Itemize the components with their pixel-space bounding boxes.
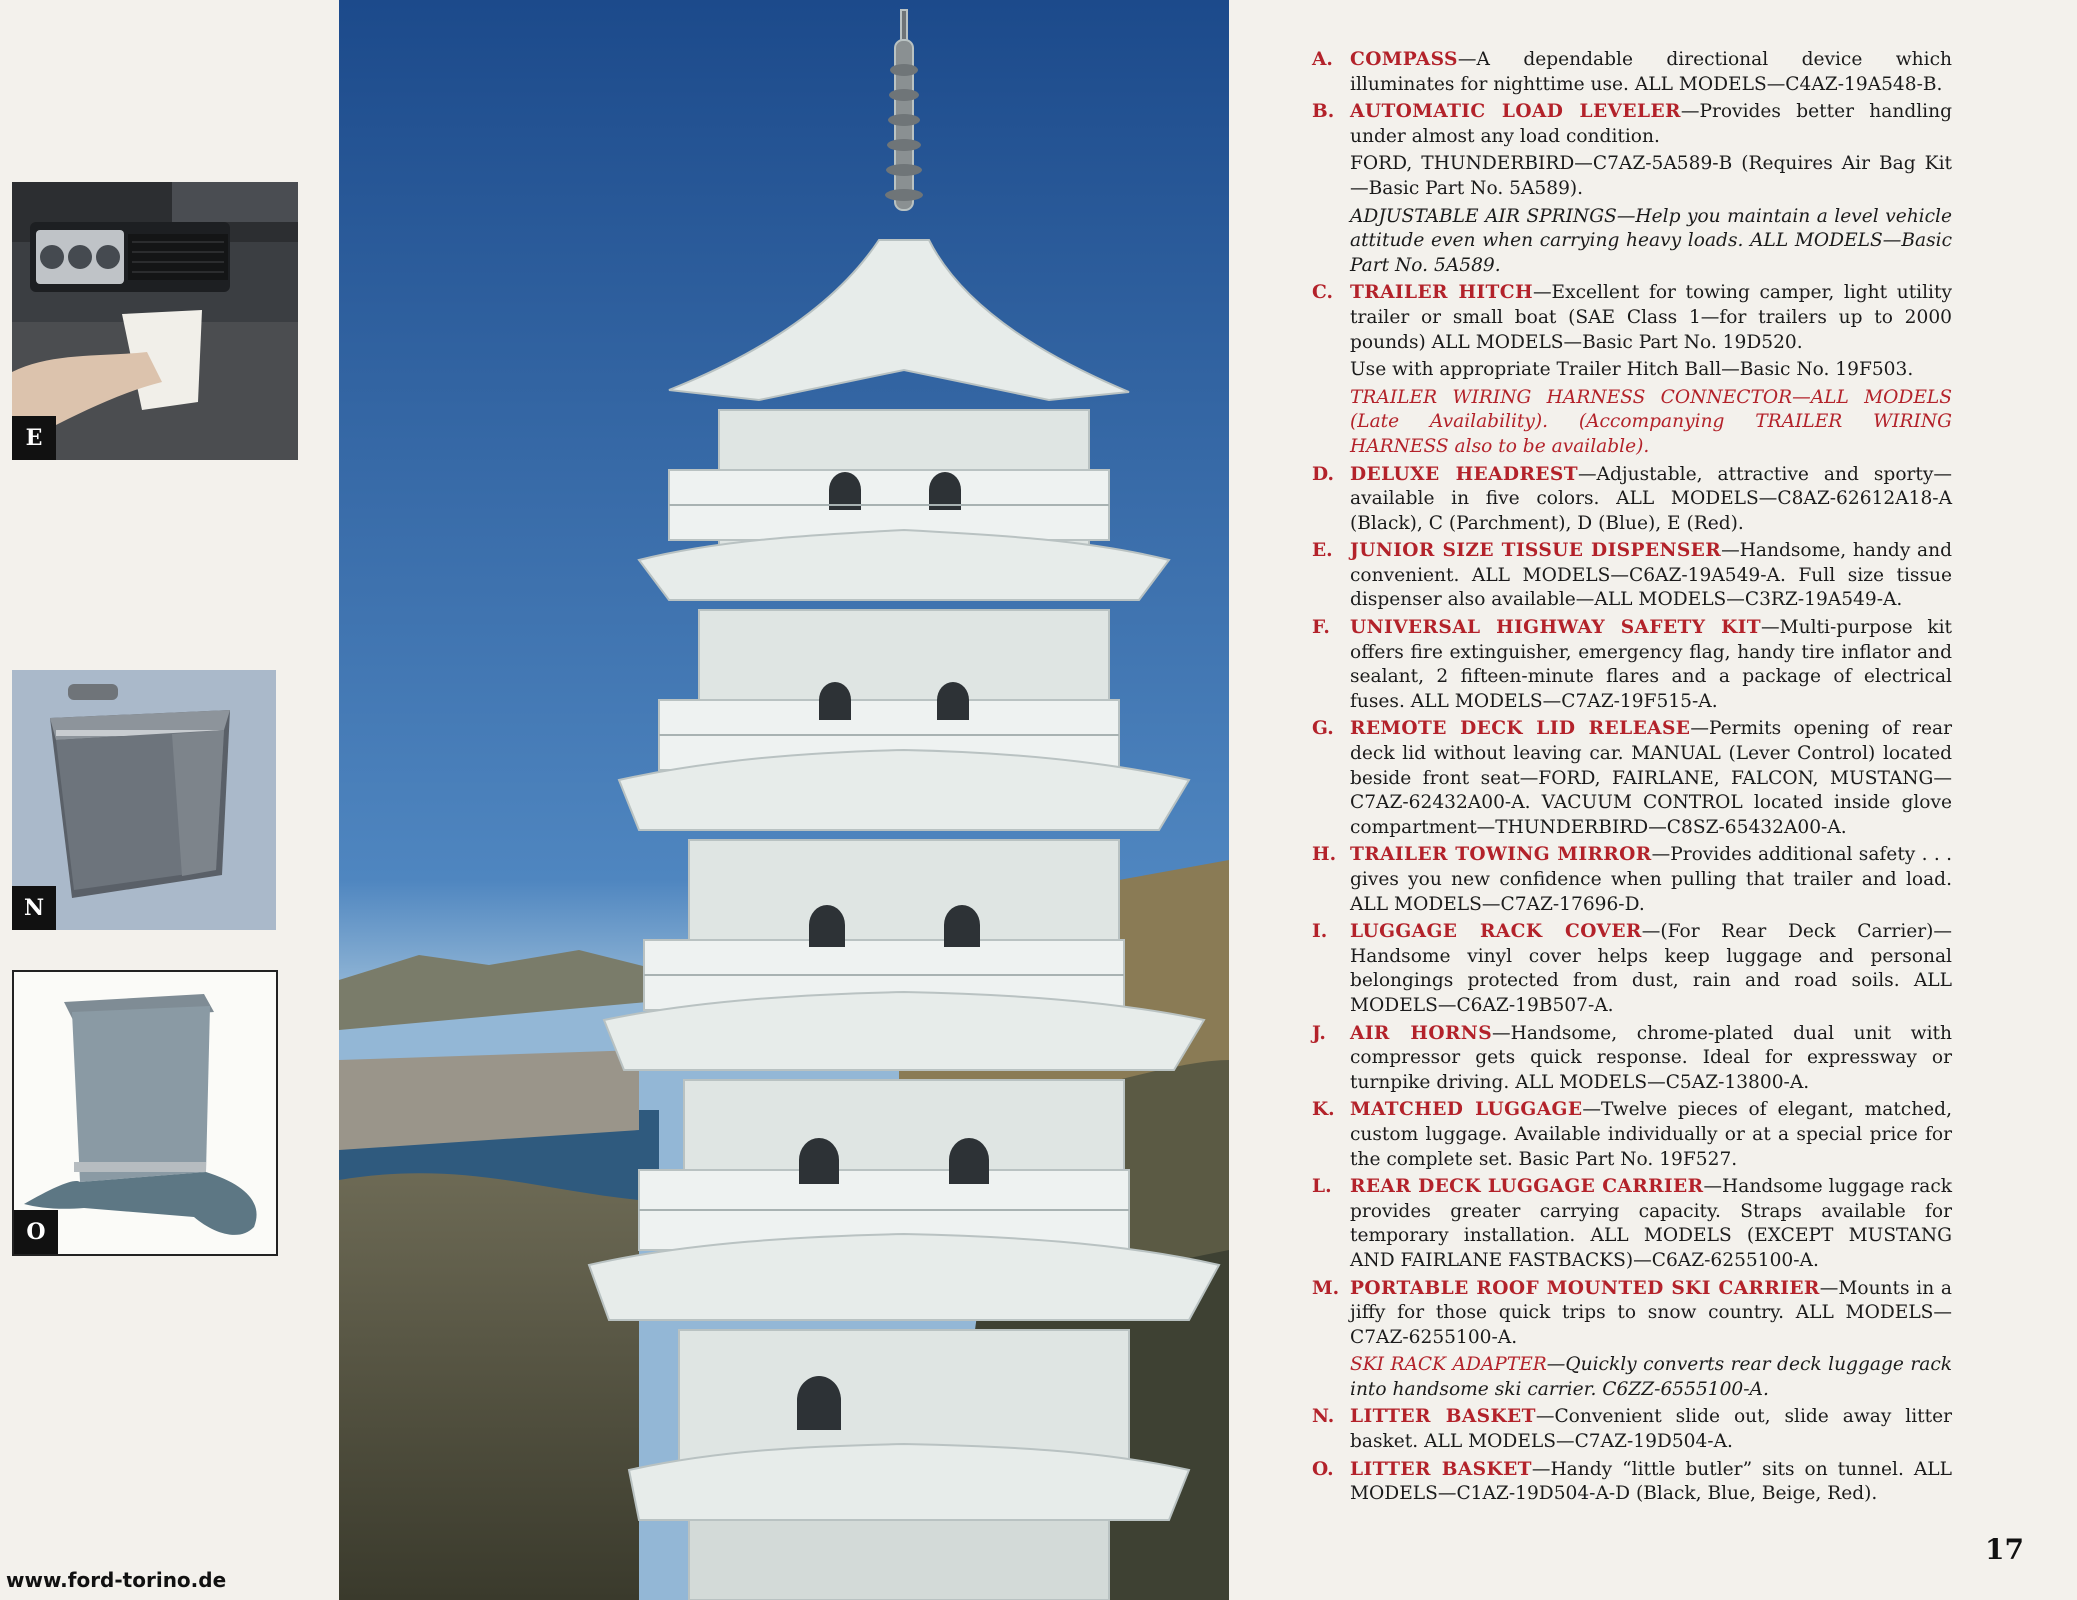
entry-text: —Handsome, handy and convenient. ALL MODELS—C6AZ-19A549-A. Full size tissue dispenser also available—ALL MODELS—C3RZ-19A549-A. [1350, 540, 1953, 611]
entry-deluxe-headrest [1312, 463, 1952, 537]
entry-trailer-hitch-ball [1312, 358, 1952, 383]
entry-text: —Handy “little butler” sits on tunnel. ALL MODELS—C1AZ-19D504-A-D (Black, Blue, Beige, Red). [1350, 1458, 1952, 1505]
photo-letter-o: O [14, 1210, 58, 1254]
entry-heading: COMPASS [1350, 49, 1458, 70]
entry-adjustable-air-springs [1312, 205, 1952, 279]
entry-heading: AUTOMATIC LOAD LEVELER [1350, 101, 1681, 123]
entry-trailer-hitch [1312, 281, 1952, 355]
entry-letter: J. [1312, 1022, 1326, 1044]
entry-letter: K. [1312, 1099, 1335, 1121]
entry-text: —ALL MODELS (Late Availability). (Accompanying TRAILER WIRING HARNESS also to be available). [1350, 386, 1952, 457]
entry-heading: TRAILER HITCH [1350, 282, 1533, 304]
entry-tissue-dispenser [1312, 539, 1952, 613]
entry-text: Use with appropriate Trailer Hitch Ball—Basic No. 19F503. [1350, 359, 1914, 381]
entry-text: —Handsome, chrome-plated dual unit with compressor gets quick response. Ideal for expressway or turnpike driving. ALL MODELS—C5AZ-13800-A. [1350, 1022, 1952, 1093]
entry-load-leveler-ford-thunderbird [1312, 152, 1952, 201]
pagoda-illustration [339, 0, 1229, 1600]
entry-text: —Excellent for towing camper, light utility trailer or small boat (SAE Class 1—for trailers up to 2000 pounds) ALL MODELS—Basic Part No. 19D520. [1350, 282, 1952, 353]
accessory-parts-list [1312, 48, 1952, 1510]
entry-heading: PORTABLE ROOF MOUNTED SKI CARRIER [1350, 1277, 1820, 1299]
entry-trailer-wiring-harness [1312, 386, 1952, 460]
entry-heading: JUNIOR SIZE TISSUE DISPENSER [1350, 540, 1722, 562]
photo-letter-e: E [12, 416, 56, 460]
entry-letter: M. [1312, 1277, 1340, 1299]
entry-text: —Provides better handling under almost any load condition. [1350, 101, 1952, 147]
entry-air-horns [1312, 1022, 1952, 1096]
entry-text: —(For Rear Deck Carrier)—Handsome vinyl cover helps keep luggage and personal belongings protected from dust, rain and road soils. ALL MODELS—C6AZ-19B507-A. [1350, 921, 1953, 1016]
website-url: www.ford-torino.de [6, 1568, 227, 1592]
entry-letter: E. [1312, 540, 1333, 562]
entry-letter: A. [1312, 49, 1333, 70]
entry-letter: H. [1312, 844, 1337, 866]
page-number: 17 [1985, 1533, 2024, 1566]
entry-heading: TRAILER WIRING HARNESS CONNECTOR [1350, 386, 1793, 408]
entry-heading: REMOTE DECK LID RELEASE [1350, 718, 1691, 740]
litter-basket-o-photo [12, 970, 278, 1256]
pagoda-photo [339, 0, 1229, 1600]
entry-letter: C. [1312, 282, 1333, 304]
entry-text: —Convenient slide out, slide away litter basket. ALL MODELS—C7AZ-19D504-A. [1350, 1406, 1952, 1453]
entry-ski-carrier [1312, 1277, 1952, 1351]
entry-text: FORD, THUNDERBIRD—C7AZ-5A589-B (Requires Air Bag Kit—Basic Part No. 5A589). [1350, 153, 1952, 199]
entry-text: —Quickly converts rear deck luggage rack into handsome ski carrier. C6ZZ-6555100-A. [1350, 1354, 1953, 1400]
entry-heading: AIR HORNS [1350, 1022, 1493, 1044]
photo-letter-n: N [12, 886, 56, 930]
entry-text: —Handsome luggage rack provides greater carrying capacity. Straps available for temporary installation. ALL MODELS (EXCEPT MUSTANG AND FAIRLANE FASTBACKS)—C6AZ-6255100-A. [1350, 1176, 1952, 1271]
tissue-dispenser-photo [12, 182, 298, 460]
entry-text: —Provides additional safety . . . gives you new confidence when pulling that trailer and load. ALL MODELS—C7AZ-17696-D. [1350, 844, 1952, 915]
entry-heading: LITTER BASKET [1350, 1406, 1536, 1428]
litter-basket-n-photo [12, 670, 276, 930]
entry-heading: LUGGAGE RACK COVER [1350, 921, 1642, 943]
entry-ski-rack-adapter [1312, 1353, 1952, 1402]
entry-heading: SKI RACK ADAPTER [1350, 1354, 1547, 1376]
entry-heading: UNIVERSAL HIGHWAY SAFETY KIT [1350, 617, 1761, 639]
entry-letter: N. [1312, 1406, 1335, 1428]
entry-letter: O. [1312, 1458, 1334, 1480]
entry-luggage-rack-cover [1312, 920, 1952, 1018]
entry-letter: I. [1312, 921, 1328, 943]
entry-text: —A dependable directional device which illuminates for nighttime use. ALL MODELS—C4AZ-19A548-B. [1350, 49, 1952, 95]
entry-heading: LITTER BASKET [1350, 1458, 1532, 1480]
entry-matched-luggage [1312, 1098, 1952, 1172]
entry-text: —Help you maintain a level vehicle attitude even when carrying heavy loads. ALL MODELS—Basic Part No. 5A589. [1350, 205, 1952, 276]
entry-heading: REAR DECK LUGGAGE CARRIER [1350, 1176, 1704, 1198]
entry-text: —Permits opening of rear deck lid without leaving car. MANUAL (Lever Control) located beside front seat—FORD, FAIRLANE, FALCON, MUSTANG—C7AZ-62432A00-A. VACUUM CONTROL located inside glove compartment—THUNDERBIRD—C8SZ-65432A00-A. [1350, 718, 1952, 838]
entry-rear-deck-luggage-carrier [1312, 1175, 1952, 1273]
entry-compass [1312, 48, 1952, 97]
entry-letter: L. [1312, 1176, 1332, 1198]
entry-highway-safety-kit [1312, 616, 1952, 714]
entry-heading: TRAILER TOWING MIRROR [1350, 844, 1652, 866]
entry-letter: D. [1312, 463, 1334, 485]
entry-litter-basket-n [1312, 1405, 1952, 1454]
entry-heading: DELUXE HEADREST [1350, 463, 1578, 485]
entry-text: —Twelve pieces of elegant, matched, custom luggage. Available individually or at a special price for the complete set. Basic Part No. 19F527. [1350, 1099, 1952, 1170]
entry-heading: ADJUSTABLE AIR SPRINGS [1350, 205, 1617, 227]
entry-text: —Mounts in a jiffy for those quick trips to snow country. ALL MODELS—C7AZ-6255100-A. [1350, 1277, 1953, 1348]
entry-text: —Multi-purpose kit offers fire extinguisher, emergency flag, handy tire inflator and sealant, 2 fifteen-minute flares and a package of electrical fuses. ALL MODELS—C7AZ-19F515-A. [1350, 617, 1952, 712]
entry-automatic-load-leveler [1312, 100, 1952, 149]
entry-letter: F. [1312, 617, 1330, 639]
entry-letter: B. [1312, 101, 1335, 123]
entry-remote-deck-lid-release [1312, 717, 1952, 840]
entry-text: —Adjustable, attractive and sporty—available in five colors. ALL MODELS—C8AZ-62612A18-A (Black), C (Parchment), D (Blue), E (Red). [1350, 463, 1952, 534]
entry-heading: MATCHED LUGGAGE [1350, 1099, 1583, 1121]
entry-letter: G. [1312, 718, 1334, 740]
entry-litter-basket-o [1312, 1458, 1952, 1507]
entry-trailer-towing-mirror [1312, 843, 1952, 917]
